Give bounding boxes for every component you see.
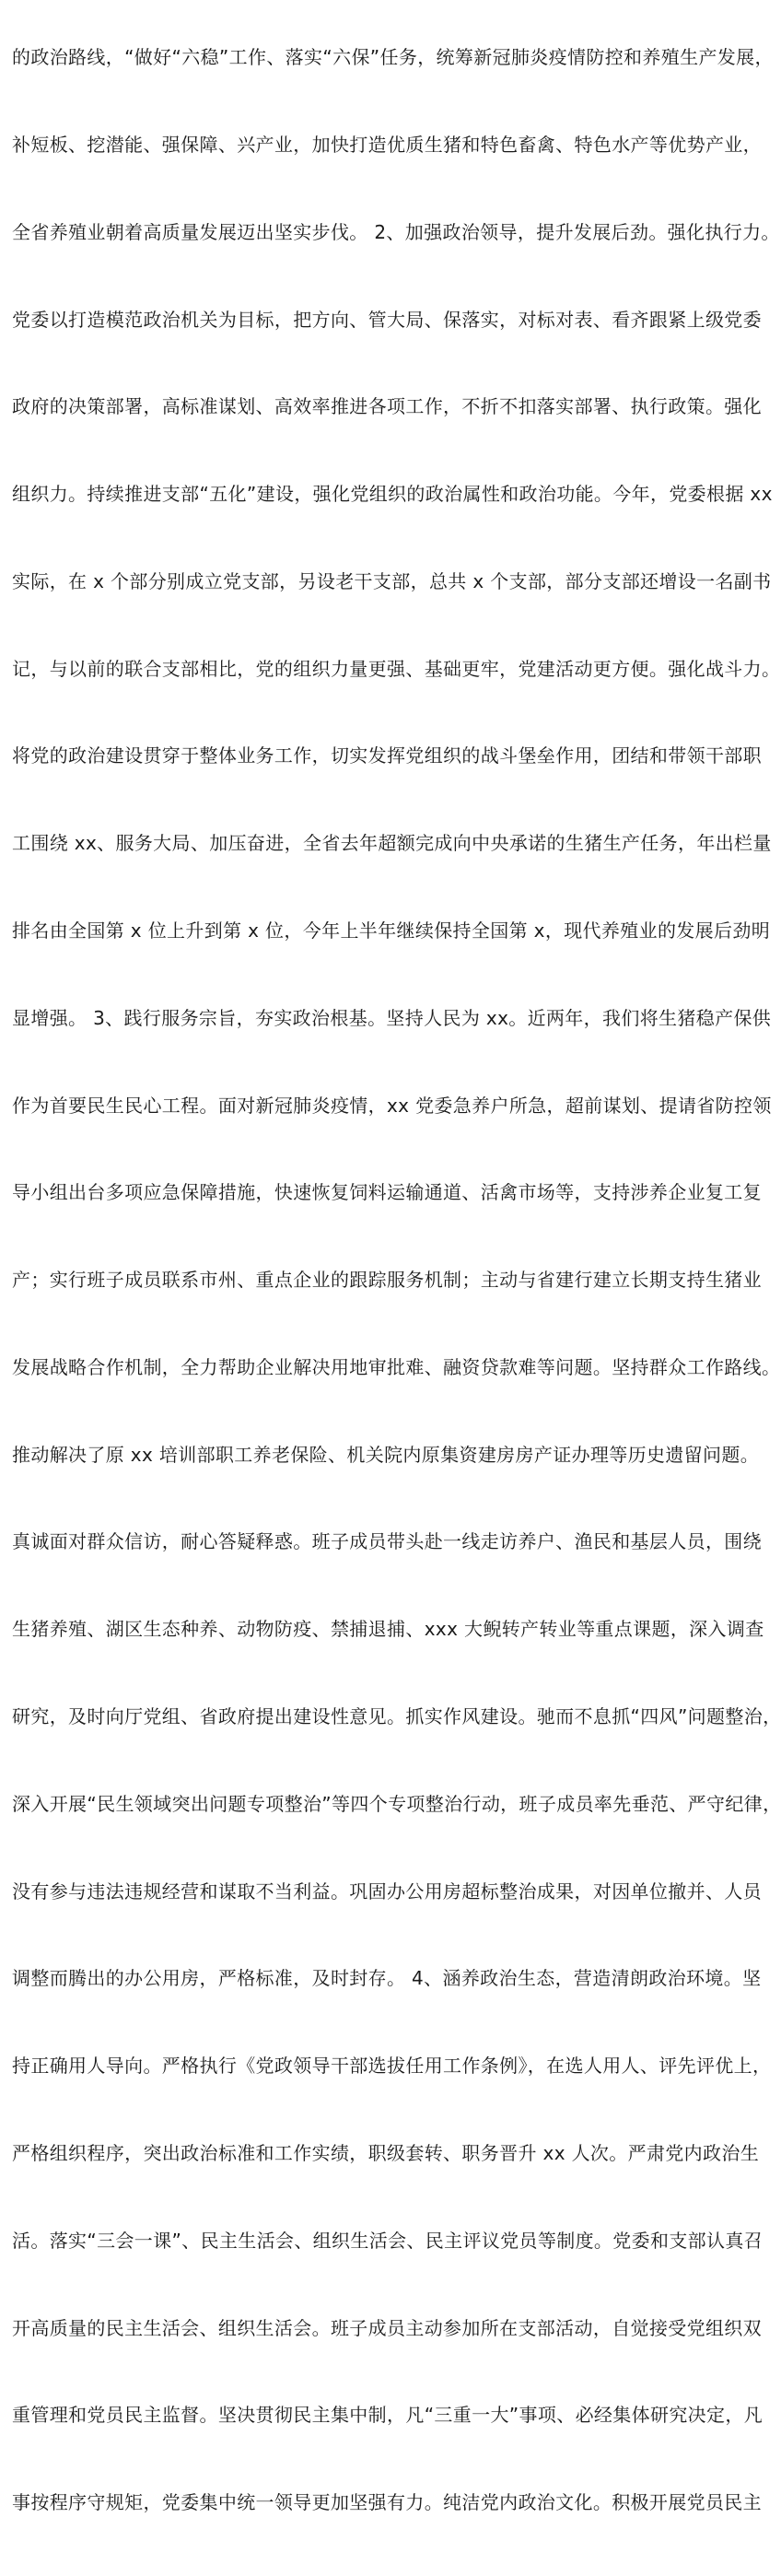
text-line: 真诚面对群众信访，耐心答疑释惑。班子成员带头赴一线走访养户、渔民和基层人员，围绕 [12,1530,762,1553]
text-line: 党委以打造模范政治机关为目标，把方向、管大局、保落实，对标对表、看齐跟紧上级党委 [12,308,762,331]
text-line: 工围绕 xx、服务大局、加压奋进，全省去年超额完成向中央承诺的生猪生产任务，年出栏量 [12,832,772,855]
text-line: 作为首要民生民心工程。面对新冠肺炎疫情，xx 党委急养户所急，超前谋划、提请省防控领 [12,1094,772,1117]
text-line: 全省养殖业朝着高质量发展迈出坚实步伐。 2、加强政治领导，提升发展后劲。强化执行力。 [12,220,780,243]
text-line: 生猪养殖、湖区生态种养、动物防疫、禁捕退捕、xxx 大鲵转产转业等重点课题，深入调查 [12,1618,764,1641]
text-line: 持正确用人导向。严格执行《党政领导干部选拔任用工作条例》，在选人用人、评先评优上， [12,2055,772,2078]
text-line: 事按程序守规矩，党委集中统一领导更加坚强有力。纯洁党内政治文化。积极开展党员民主 [12,2491,762,2514]
text-line: 导小组出台多项应急保障措施，快速恢复饲料运输通道、活禽市场等，支持涉养企业复工复 [12,1181,762,1204]
text-line: 严格组织程序，突出政治标准和工作实绩，职级套转、职务晋升 xx 人次。严肃党内政治生 [12,2141,760,2164]
text-line: 的政治路线，“做好“六稳”工作、落实“六保”任务，统筹新冠肺炎疫情防控和养殖生产发展， [12,46,774,69]
text-line: 重管理和党员民主监督。坚决贯彻民主集中制，凡“三重一大”事项、必经集体研究决定，凡 [12,2404,764,2427]
text-line: 研究，及时向厅党组、省政府提出建设性意见。抓实作风建设。驰而不息抓“四风”问题整治， [12,1705,781,1728]
text-line: 调整而腾出的办公用房，严格标准，及时封存。 4、涵养政治生态，营造清朗政治环境。坚 [12,1967,762,1990]
text-line: 补短板、挖潜能、强保障、兴产业，加快打造优质生猪和特色畜禽、特色水产等优势产业， [12,133,762,156]
text-line: 政府的决策部署，高标准谋划、高效率推进各项工作，不折不扣落实部署、执行政策。强化 [12,395,762,418]
text-line: 实际，在 x 个部分别成立党支部，另设老干支部，总共 x 个支部，部分支部还增设一名副书 [12,569,772,592]
text-line: 活。落实“三会一课”、民主生活会、组织生活会、民主评议党员等制度。党委和支部认真召 [12,2229,764,2252]
text-line: 推动解决了原 xx 培训部职工养老保险、机关院内原集资建房房产证办理等历史遗留问题。 [12,1443,760,1466]
text-line: 深入开展“民生领域突出问题专项整治”等四个专项整治行动，班子成员率先垂范、严守纪律， [12,1792,781,1815]
text-line: 发展战略合作机制，全力帮助企业解决用地审批难、融资贷款难等问题。坚持群众工作路线。 [12,1355,781,1378]
text-line: 排名由全国第 x 位上升到第 x 位，今年上半年继续保持全国第 x，现代养殖业的发展后劲明 [12,919,771,942]
text-line: 产；实行班子成员联系市州、重点企业的跟踪服务机制；主动与省建行建立长期支持生猪业 [12,1269,762,1292]
text-line: 显增强。 3、践行服务宗旨，夯实政治根基。坚持人民为 xx。近两年，我们将生猪稳产保供 [12,1006,772,1029]
text-line: 组织力。持续推进支部“五化”建设，强化党组织的政治属性和政治功能。今年，党委根据 xx [12,483,773,506]
text-line: 没有参与违法违规经营和谋取不当利益。巩固办公用房超标整治成果，对因单位撤并、人员 [12,1879,762,1903]
text-line: 将党的政治建设贯穿于整体业务工作，切实发挥党组织的战斗堡垒作用，团结和带领干部职 [12,744,762,767]
text-line: 记，与以前的联合支部相比，党的组织力量更强、基础更牢，党建活动更方便。强化战斗力。 [12,657,781,680]
text-line: 开高质量的民主生活会、组织生活会。班子成员主动参加所在支部活动，自觉接受党组织双 [12,2316,762,2339]
